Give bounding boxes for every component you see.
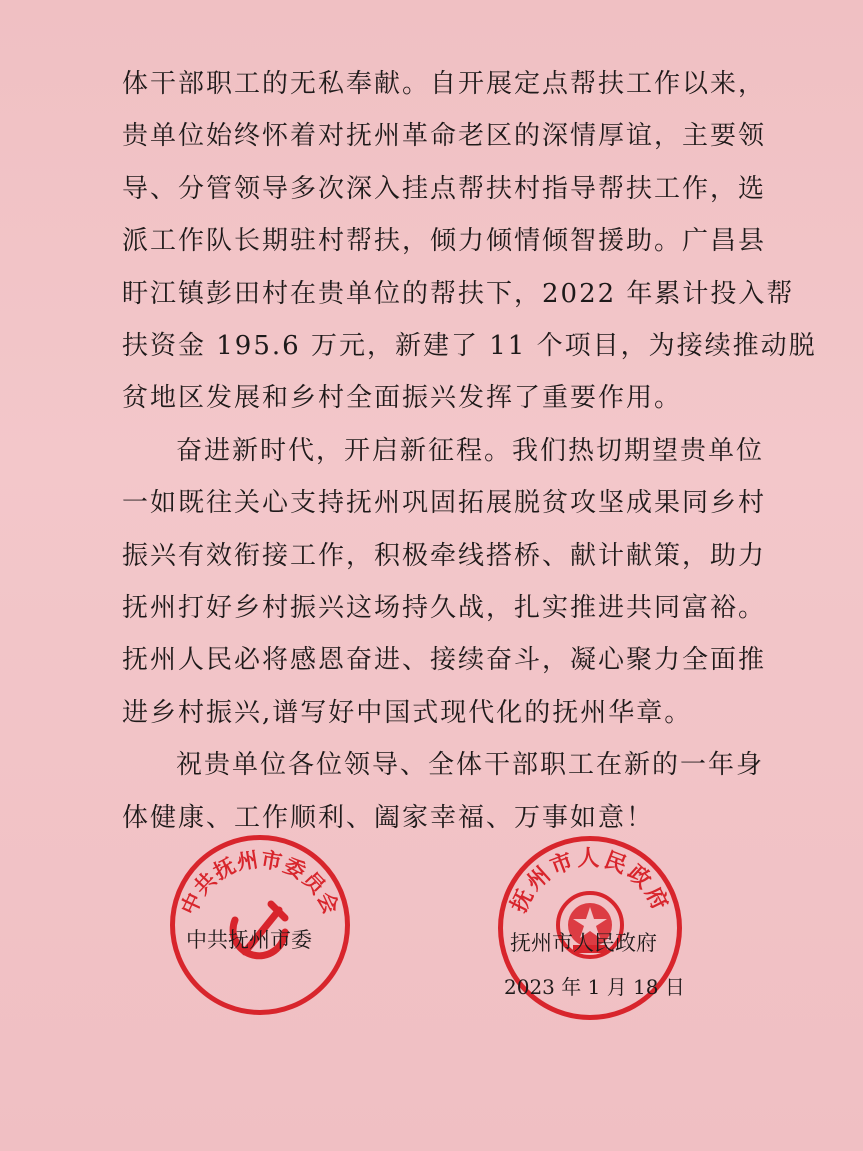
- text-line: 奋进新时代，开启新征程。我们热切期望贵单位: [176, 435, 765, 466]
- text-line: 盱江镇彭田村在贵单位的帮扶下，2022 年累计投入帮: [122, 278, 795, 309]
- text-line: 导、分管领导多次深入挂点帮扶村指导帮扶工作，选: [122, 173, 767, 204]
- letter-body: [122, 58, 817, 844]
- text-line: 抚州人民必将感恩奋进、接续奋斗，凝心聚力全面推: [122, 645, 767, 676]
- party-seal-text: 中共抚州市委员会: [175, 846, 345, 919]
- text-line: 贵单位始终怀着对抚州革命老区的深情厚谊，主要领: [122, 121, 767, 152]
- letter-date: 2023 年 1 月 18 日: [504, 975, 685, 999]
- party-signature: 中共抚州市委: [186, 928, 312, 952]
- government-signature: 抚州市人民政府: [510, 931, 657, 955]
- government-seal-text: 抚州市人民政府: [505, 845, 675, 917]
- text-line: 扶资金 195.6 万元，新建了 11 个项目，为接续推动脱: [122, 331, 817, 362]
- text-line: 祝贵单位各位领导、全体干部职工在新的一年身: [176, 750, 765, 781]
- paragraph-2: [122, 425, 782, 739]
- text-line: 抚州打好乡村振兴这场持久战，扎实推进共同富裕。: [122, 593, 767, 624]
- text-line: 进乡村振兴,谱写好中国式现代化的抚州华章。: [122, 697, 693, 728]
- paragraph-3: [122, 739, 782, 844]
- svg-text:中共抚州市委员会: [176, 846, 345, 918]
- text-line: 体健康、工作顺利、阖家幸福、万事如意！: [122, 802, 655, 833]
- text-line: 振兴有效衔接工作，积极牵线搭桥、献计献策，助力: [122, 540, 767, 571]
- paragraph-1: [122, 58, 817, 425]
- text-line: 贫地区发展和乡村全面振兴发挥了重要作用。: [122, 383, 683, 414]
- text-line: 体干部职工的无私奉献。自开展定点帮扶工作以来，: [122, 69, 767, 99]
- text-line: 一如既往关心支持抚州巩固拓展脱贫攻坚成果同乡村: [122, 488, 767, 519]
- text-line: 派工作队长期驻村帮扶，倾力倾情倾智援助。广昌县: [122, 226, 767, 257]
